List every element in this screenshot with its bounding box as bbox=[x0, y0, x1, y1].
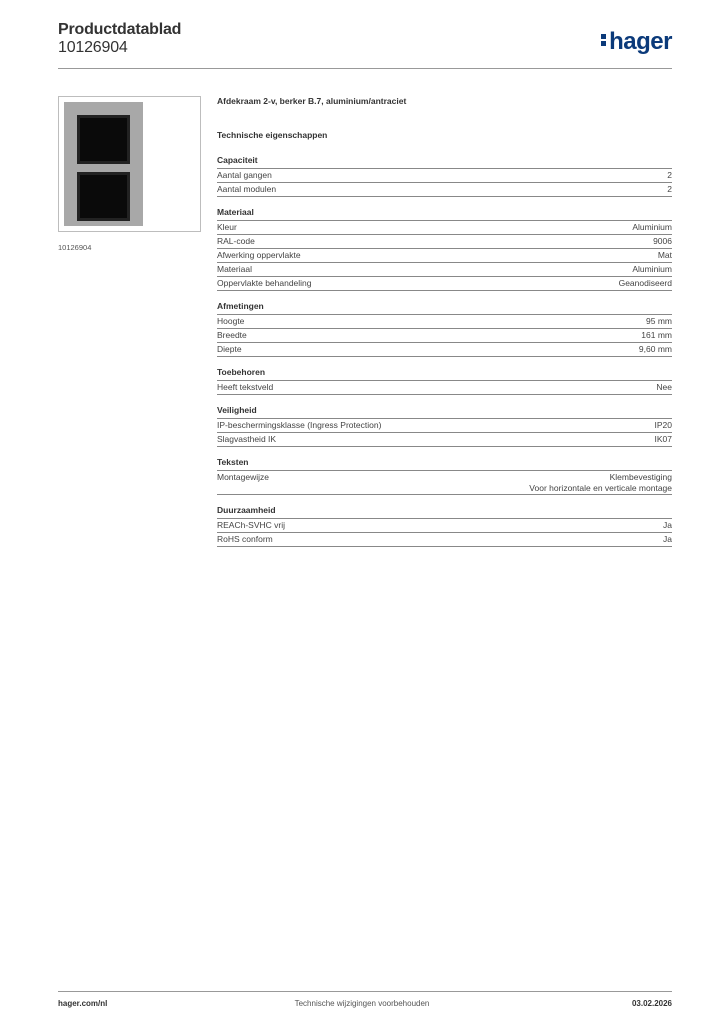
spec-row bbox=[217, 419, 672, 433]
spec-row bbox=[217, 343, 672, 357]
section-heading: Materiaal bbox=[217, 207, 672, 221]
spec-value-line: IK07 bbox=[654, 434, 672, 444]
spec-label: Kleur bbox=[217, 222, 237, 232]
spec-label: Aantal gangen bbox=[217, 170, 272, 180]
section-heading: Duurzaamheid bbox=[217, 505, 672, 519]
spec-label: Oppervlakte behandeling bbox=[217, 278, 312, 288]
spec-value bbox=[658, 250, 672, 261]
spec-row bbox=[217, 249, 672, 263]
spec-value bbox=[632, 264, 672, 275]
section-heading: Teksten bbox=[217, 457, 672, 471]
spec-section bbox=[217, 405, 672, 447]
spec-value-line: Ja bbox=[663, 520, 672, 530]
header-divider bbox=[58, 68, 672, 69]
spec-row bbox=[217, 519, 672, 533]
spec-label: RAL-code bbox=[217, 236, 255, 246]
spec-value bbox=[639, 344, 672, 355]
spec-row bbox=[217, 381, 672, 395]
footer-website[interactable]: hager.com/nl bbox=[58, 999, 108, 1008]
logo-dots-icon bbox=[601, 32, 607, 48]
image-caption: 10126904 bbox=[58, 243, 92, 252]
section-heading: Afmetingen bbox=[217, 301, 672, 315]
spec-content bbox=[217, 96, 672, 557]
spec-value-line: Aluminium bbox=[632, 222, 672, 232]
spec-value-line: Aluminium bbox=[632, 264, 672, 274]
spec-section bbox=[217, 155, 672, 197]
spec-value-line: Mat bbox=[657, 250, 672, 260]
spec-value bbox=[655, 420, 673, 431]
spec-label: Slagvastheid IK bbox=[217, 434, 277, 444]
spec-value-line: 2 bbox=[667, 170, 672, 180]
spec-section bbox=[217, 457, 672, 495]
page-title: Productdatablad bbox=[58, 21, 182, 38]
spec-value-line: Geanodiseerd bbox=[618, 278, 672, 288]
tech-heading: Technische eigenschappen bbox=[217, 130, 328, 140]
hager-logo bbox=[601, 28, 672, 56]
spec-value-line: Nee bbox=[656, 382, 672, 392]
spec-value-line: 2 bbox=[667, 184, 672, 194]
spec-label: Aantal modulen bbox=[217, 184, 277, 194]
cover-frame-illustration bbox=[64, 102, 143, 226]
spec-value-line: 9006 bbox=[653, 236, 672, 246]
spec-label: Hoogte bbox=[217, 316, 245, 326]
spec-row bbox=[217, 263, 672, 277]
footer-disclaimer: Technische wijzigingen voorbehouden bbox=[294, 999, 430, 1008]
spec-row bbox=[217, 533, 672, 547]
spec-value bbox=[656, 382, 672, 393]
spec-row bbox=[217, 433, 672, 447]
spec-value-line: 95 mm bbox=[646, 316, 672, 326]
spec-value bbox=[646, 316, 672, 327]
spec-label: Diepte bbox=[217, 344, 242, 354]
frame-opening-bottom bbox=[77, 172, 130, 221]
spec-label: Breedte bbox=[217, 330, 247, 340]
spec-label: Materiaal bbox=[217, 264, 252, 274]
spec-label: REACh-SVHC vrij bbox=[217, 520, 286, 530]
spec-row bbox=[217, 235, 672, 249]
spec-value-line: 9,60 mm bbox=[638, 344, 672, 354]
spec-value bbox=[632, 222, 672, 233]
product-image bbox=[58, 96, 201, 232]
spec-label: Heeft tekstveld bbox=[217, 382, 274, 392]
footer-divider bbox=[58, 991, 672, 992]
product-title: Afdekraam 2-v, berker B.7, aluminium/antraciet bbox=[217, 96, 407, 106]
spec-label: Montagewijze bbox=[217, 472, 269, 482]
spec-value bbox=[667, 170, 672, 181]
spec-section bbox=[217, 505, 672, 547]
spec-value bbox=[667, 184, 672, 195]
logo-text: hager bbox=[609, 28, 672, 55]
spec-value bbox=[641, 330, 672, 341]
section-heading: Capaciteit bbox=[217, 155, 672, 169]
spec-row bbox=[217, 471, 672, 495]
frame-opening-top bbox=[77, 115, 130, 164]
spec-value bbox=[653, 236, 672, 247]
section-heading: Toebehoren bbox=[217, 367, 672, 381]
spec-value bbox=[619, 278, 672, 289]
spec-row bbox=[217, 169, 672, 183]
spec-section bbox=[217, 301, 672, 357]
spec-value-line: IP20 bbox=[654, 420, 672, 430]
spec-label: IP-beschermingsklasse (Ingress Protection) bbox=[217, 420, 382, 430]
spec-value bbox=[663, 534, 672, 545]
section-heading: Veiligheid bbox=[217, 405, 672, 419]
spec-value bbox=[663, 520, 672, 531]
spec-value-line: Klembevestiging bbox=[609, 472, 672, 482]
spec-section bbox=[217, 367, 672, 395]
spec-row bbox=[217, 183, 672, 197]
spec-row bbox=[217, 277, 672, 291]
spec-section bbox=[217, 207, 672, 291]
spec-row bbox=[217, 221, 672, 235]
spec-value-line: Voor horizontale en verticale montage bbox=[529, 483, 672, 493]
spec-label: Afwerking oppervlakte bbox=[217, 250, 301, 260]
spec-value bbox=[529, 472, 672, 494]
spec-value bbox=[655, 434, 673, 445]
spec-row bbox=[217, 329, 672, 343]
spec-label: RoHS conform bbox=[217, 534, 273, 544]
product-code: 10126904 bbox=[58, 39, 128, 56]
footer-date: 03.02.2026 bbox=[631, 999, 672, 1008]
spec-value-line: 161 mm bbox=[641, 330, 672, 340]
spec-row bbox=[217, 315, 672, 329]
spec-value-line: Ja bbox=[663, 534, 672, 544]
spec-sections bbox=[217, 155, 672, 547]
